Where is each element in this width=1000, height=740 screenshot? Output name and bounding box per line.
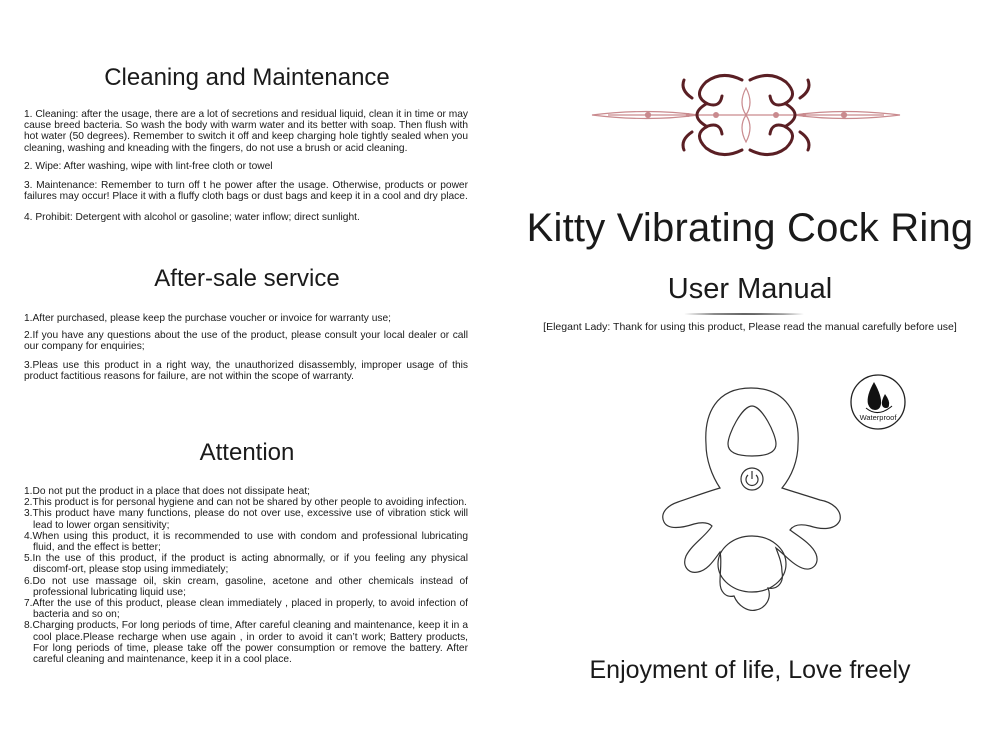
attention-item: 1.Do not put the product in a place that does not dissipate heat;: [24, 486, 311, 497]
slogan: Enjoyment of life, Love freely: [589, 656, 911, 684]
product-outline-illustration: [656, 384, 846, 616]
manual-subtitle: User Manual: [667, 273, 833, 305]
cleaning-paragraph-1: 1. Cleaning: after the usage, there are a lot of secretions and residual liquid, clean it in time or may cause breed bacteria. So wash the body with warm water and its better with soap. Then flush with hot water (50 degrees). Remember to switch it off and keep charging hole tightly sealed when you cleaning, washing and kneading with the fingers, do not use a brush or acid cleaning.: [24, 109, 468, 154]
thank-you-note: [Elegant Lady: Thank for using this product, Please read the manual carefully before use]: [543, 321, 957, 333]
attention-title: Attention: [199, 439, 295, 466]
attention-item: 5.In the use of this product, if the product is acting abnormally, or if you feeling any physical discomf-ort, please stop using immediately;: [24, 553, 468, 576]
aftersale-paragraph-1: 1.After purchased, please keep the purchase voucher or invoice for warranty use;: [24, 313, 391, 324]
subtitle-divider: [684, 312, 804, 316]
attention-item: 3.This product have many functions, please do not over use, excessive use of vibration stick will lead to lower organ sensitivity;: [24, 508, 468, 531]
attention-item: 2.This product is for personal hygiene and can not be shared by other people to avoiding infection.: [24, 497, 467, 509]
attention-item: 8.Charging products, For long periods of time, After careful cleaning and maintenance, keep it in a cool place.Please recharge when use again , in order to avoid it can’t work; Battery products, For long periods of time, please take off the power consumption or remove the battery. After careful cleaning and maintenance, keep it in a cool place.: [24, 620, 468, 666]
product-title: Kitty Vibrating Cock Ring: [526, 206, 974, 250]
attention-list: [24, 486, 468, 665]
aftersale-paragraph-3: 3.Pleas use this product in a right way, the unauthorized disassembly, improper usage of this product factitious reasons for failure, are not within the scope of warranty.: [24, 360, 468, 383]
attention-item: 6.Do not use massage oil, skin cream, gasoline, acetone and other chemicals instead of professional lubricating liquid use;: [24, 575, 468, 598]
decorative-ornament-icon: [588, 68, 904, 162]
aftersale-title: After-sale service: [154, 265, 340, 292]
cleaning-paragraph-2: 2. Wipe: After washing, wipe with lint-free cloth or towel: [24, 161, 273, 172]
aftersale-paragraph-2: 2.If you have any questions about the use of the product, please consult your local dealer or call our company for enquiries;: [24, 330, 468, 353]
cleaning-paragraph-3: 3. Maintenance: Remember to turn off t he power after the usage. Otherwise, products or power failures may occur! Place it with a fluffy cloth bags or dust bags and keep it in a cool and dry place.: [24, 180, 468, 203]
attention-item: 4.When using this product, it is recommended to use with condom and professional lubricating fluid, and the effect is better;: [24, 530, 468, 554]
cleaning-title: Cleaning and Maintenance: [104, 64, 390, 91]
cleaning-paragraph-4: 4. Prohibit: Detergent with alcohol or gasoline; water inflow; direct sunlight.: [24, 212, 360, 223]
waterproof-label: Waterproof: [859, 413, 897, 422]
attention-item: 7.After the use of this product, please clean immediately , placed in properly, to avoid infection of bacteria and so on;: [24, 598, 468, 621]
